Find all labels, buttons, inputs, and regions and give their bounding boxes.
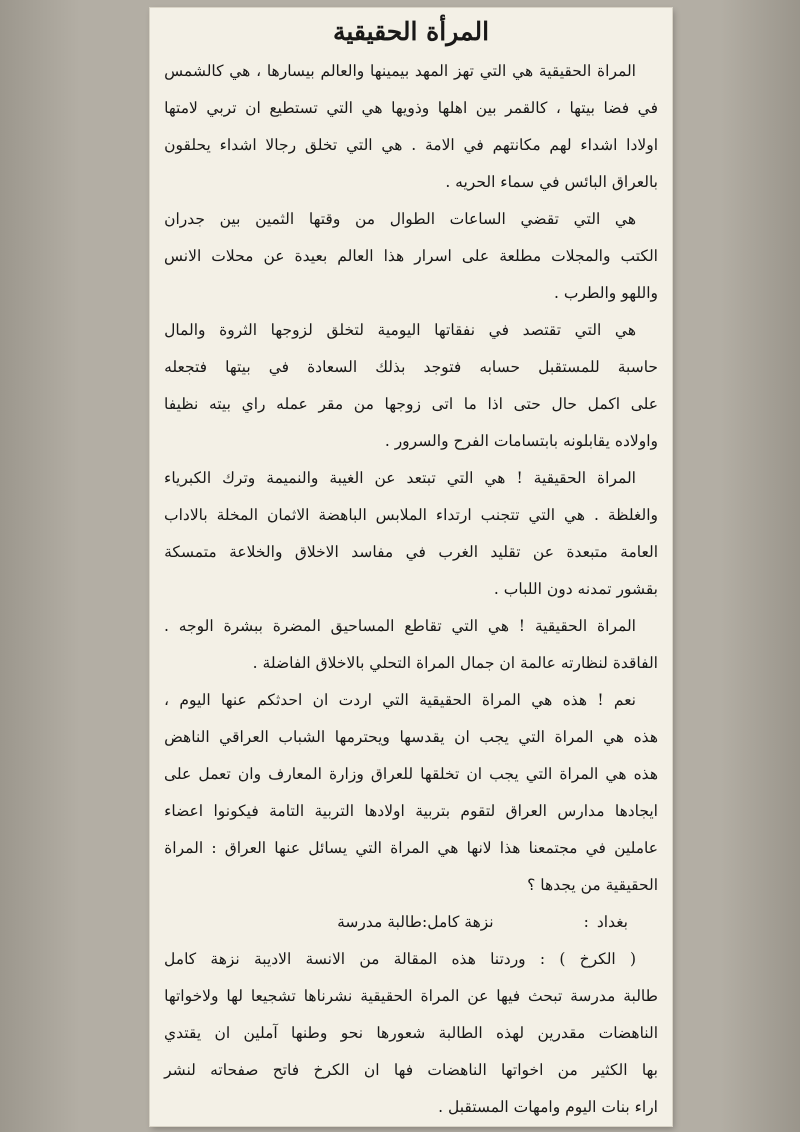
text-line: نعم ! هذه هي المراة الحقيقية التي اردت ان احدثكم عنها اليوم ، [164,690,636,709]
signature-colon: : [583,912,589,931]
text-line: العامة متبعدة عن تقليد الغرب في مفاسد الاخلاق والخلاعة متمسكة [164,542,658,561]
article-paragraph [164,311,658,459]
text-line: عاملين في مجتمعنا هذا لانها هي المراة التي يسائل عنها العراق : المراة [164,838,658,857]
text-line: الحقيقية من يجدها ؟ [527,875,658,894]
article-paragraph [164,459,658,607]
text-line: واللهو والطرب . [554,283,658,302]
text-line: طالبة مدرسة تبحث فيها عن المراة الحقيقية نشرناها تشجيعا لها ولاخواتها [164,986,658,1005]
text-line: ايجادها مدارس العراق لتقوم بتربية اولادها التربية التامة فيكونوا اعضاء [164,801,658,820]
text-line: اراء بنات اليوم وامهات المستقبل . [438,1097,658,1116]
article-body [164,52,658,903]
text-line: والغلظة . هي التي تتجنب ارتداء الملابس الباهضة الاثمان المخلة بالاداب [164,505,658,524]
newspaper-clipping [150,8,672,1126]
text-line: الناهضات مقدرين لهذه الطالبة شعورها نحو وطنها آملين ان يقتدي [164,1023,658,1042]
article-paragraph [164,607,658,681]
text-line: هذه هي المراة التي يجب ان يقدسها ويحترمها الشباب العراقي الناهض [164,727,658,746]
text-line: بها الكثير من اخواتها الناهضات فها ان الكرخ فاتح صفحاته لنشر [164,1060,658,1079]
text-line: هذه هي المراة التي يجب ان تخلقها للعراق وزارة المعارف وان تعمل على [164,764,658,783]
text-line: واولاده يقابلونه بابتسامات الفرح والسرور . [384,431,658,450]
text-line: هي التي تقضي الساعات الطوال من وقتها الثمين بين جدران [164,209,636,228]
article-paragraph [164,52,658,200]
text-line: المراة الحقيقية ! هي التي تقاطع المساحيق المضرة ببشرة الوجه . [164,616,636,635]
signature-row [164,903,658,940]
text-line: الكتب والمجلات مطلعة على اسرار هذا العالم بعيدة عن محلات الانس [164,246,658,265]
text-line: المراة الحقيقية ! هي التي تبتعد عن الغيبة والنميمة وترك الكبرياء [164,468,636,487]
article-title: المرأة الحقيقية [332,17,490,46]
text-line: الفاقدة لنظارته عالمة ان جمال المراة التحلي بالاخلاق الفاضلة . [252,653,658,672]
signature-author: نزهة كامل:طالبة مدرسة [337,912,494,931]
text-line: بالعراق البائس في سماء الحريه . [445,172,658,191]
text-line: على اكمل حال حتى اذا ما اتى زوجها من مقر عمله راي بيته نظيفا [164,394,658,413]
article-paragraph [164,200,658,311]
text-line: حاسبة للمستقبل حسابه فتوجد بذلك السعادة في بيتها فتجعله [164,357,658,376]
text-line: هي التي تقتصد في نفقاتها اليومية لتخلق لزوجها الثروة والمال [164,320,636,339]
signature-city: بغداد [596,912,628,931]
text-line: المراة الحقيقية هي التي تهز المهد بيمينها والعالم بيسارها ، هي كالشمس [164,61,636,80]
editor-note [164,940,658,1125]
article-paragraph [164,681,658,903]
text-line: بقشور تمدنه دون اللباب . [493,579,658,598]
text-line: ( الكرخ ) : وردتنا هذه المقالة من الانسة الاديبة نزهة كامل [164,949,636,968]
text-line: اولادا اشداء لهم مكانتهم في الامة . هي التي تخلق رجالا اشداء يحلقون [164,135,658,154]
text-line: في فضا بيتها ، كالقمر بين اهلها وذويها هي التي تستطيع ان تربي لامتها [164,98,658,117]
